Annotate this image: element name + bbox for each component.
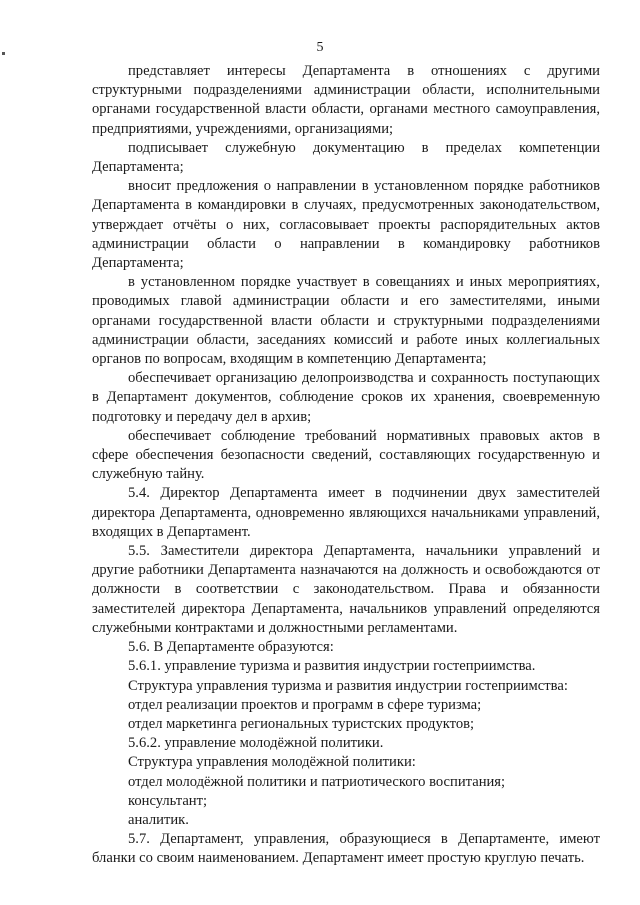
paragraph-5-5: 5.5. Заместители директора Департамента, начальники управлений и другие работники Департамента назначаются на должность и освобождаются от должности в соответствии с законодательством. Права и обязанности заместителей директора Департамента, начальников управлений определяются служебными контрактами и должностными регламентами.	[92, 543, 600, 636]
paragraph-records-management: обеспечивает организацию делопроизводства и сохранность поступающих в Департамент документов, соблюдение сроков их хранения, своевременную подготовку и передачу дел в архив;	[92, 370, 600, 425]
paragraph-5-4: 5.4. Директор Департамента имеет в подчинении двух заместителей директора Департамента, одновременно являющихся начальниками управлений, входящих в Департамент.	[92, 485, 600, 540]
paragraph-5-6: 5.6. В Департаменте образуются:	[128, 639, 334, 656]
paragraph-signs-documentation: подписывает служебную документацию в пределах компетенции Департамента;	[92, 139, 600, 176]
document-body	[92, 62, 600, 869]
list-item-consultant: консультант;	[128, 792, 208, 809]
list-item-tourism-projects-dept: отдел реализации проектов и программ в сфере туризма;	[128, 696, 482, 713]
list-item-marketing-dept: отдел маркетинга региональных туристских продуктов;	[128, 715, 475, 732]
paragraph-youth-structure: Структура управления молодёжной политики:	[128, 754, 416, 771]
paragraph-5-6-2: 5.6.2. управление молодёжной политики.	[128, 735, 384, 752]
list-item-analyst: аналитик.	[128, 811, 189, 828]
paragraph-tourism-structure: Структура управления туризма и развития индустрии гостеприимства:	[128, 677, 568, 694]
paragraph-represents-interests: представляет интересы Департамента в отношениях с другими структурными подразделениями администрации области, исполнительными органами государственной власти области, органами местного самоуправления, предприятиями, учреждениями, организациями;	[92, 63, 600, 137]
list-item-youth-policy-dept: отдел молодёжной политики и патриотического воспитания;	[128, 773, 506, 790]
paragraph-5-6-1: 5.6.1. управление туризма и развития индустрии гостеприимства.	[128, 658, 536, 675]
paragraph-business-trips: вносит предложения о направлении в установленном порядке работников Департамента в командировки в случаях, предусмотренных законодательством, утверждает отчёты о них, согласовывает проекты распорядительных актов администрации области о направлении в командировку работников Департамента;	[92, 178, 600, 272]
paragraph-5-7: 5.7. Департамент, управления, образующиеся в Департаменте, имеют бланки со своим наименованием. Департамент имеет простую круглую печать.	[92, 831, 600, 867]
page-number: 5	[316, 40, 324, 55]
paragraph-security-compliance: обеспечивает соблюдение требований нормативных правовых актов в сфере обеспечения безопасности сведений, составляющих государственную и служебную тайну.	[92, 427, 600, 483]
paragraph-participates-meetings: в установленном порядке участвует в совещаниях и иных мероприятиях, проводимых главой администрации области и его заместителями, иными органами государственной власти области и структурными подразделениями администрации области, заседаниях комиссий и работе иных коллегиальных органов по вопросам, входящим в компетенцию Департамента;	[92, 274, 600, 368]
